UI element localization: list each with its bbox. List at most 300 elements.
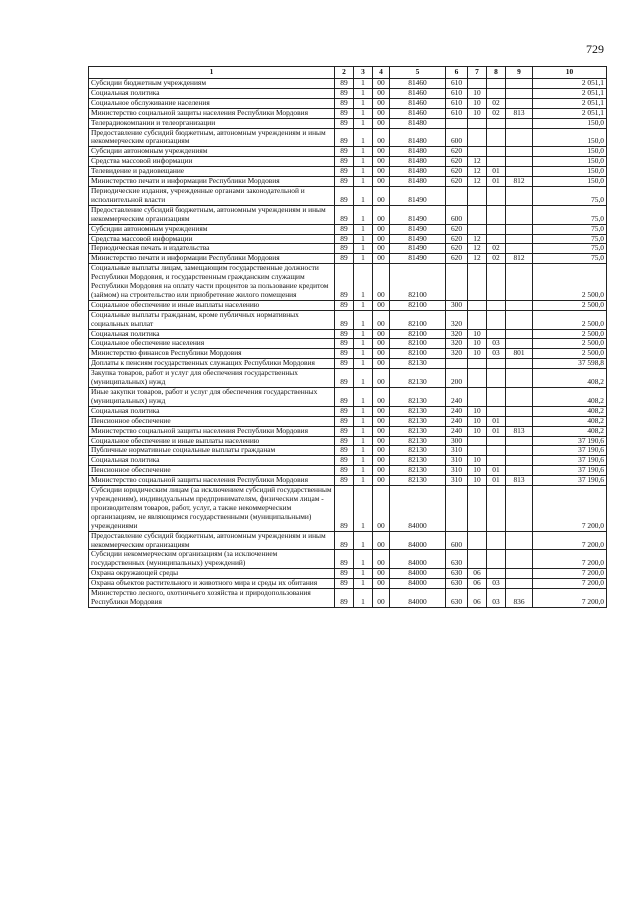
code-cell: 630 xyxy=(446,589,468,608)
code-cell: 620 xyxy=(446,177,468,187)
code-cell: 812 xyxy=(506,177,533,187)
code-cell xyxy=(487,436,506,446)
code-cell: 1 xyxy=(354,264,373,301)
code-cell: 81480 xyxy=(390,177,446,187)
code-cell: 10 xyxy=(468,339,487,349)
code-cell: 81490 xyxy=(390,254,446,264)
code-cell: 81490 xyxy=(390,224,446,234)
code-cell: 00 xyxy=(373,98,390,108)
table-row xyxy=(89,339,607,349)
row-name-cell: Субсидии юридическим лицам (за исключением субсидий государственным учреждениям), индивидуальным предпринимателям, физическим лицам - производителям товаров, работ, услуг, а также некоммерческим организациям, не являющимся государственными (муниципальными) учреждениями xyxy=(89,486,335,532)
code-cell: 310 xyxy=(446,466,468,476)
code-cell xyxy=(468,550,487,569)
code-cell: 1 xyxy=(354,147,373,157)
table-row xyxy=(89,118,607,128)
code-cell: 89 xyxy=(335,147,354,157)
code-cell: 00 xyxy=(373,300,390,310)
code-cell: 00 xyxy=(373,157,390,167)
code-cell: 10 xyxy=(468,406,487,416)
amount-cell: 2 500,0 xyxy=(533,339,607,349)
code-cell: 82100 xyxy=(390,264,446,301)
amount-cell: 75,0 xyxy=(533,234,607,244)
row-name-cell: Социальное обеспечение населения xyxy=(89,339,335,349)
code-cell xyxy=(446,486,468,532)
code-cell: 620 xyxy=(446,244,468,254)
code-cell: 82130 xyxy=(390,476,446,486)
code-cell: 1 xyxy=(354,446,373,456)
code-cell: 00 xyxy=(373,569,390,579)
row-name-cell: Субсидии бюджетным учреждениям xyxy=(89,79,335,89)
code-cell: 1 xyxy=(354,466,373,476)
code-cell: 00 xyxy=(373,359,390,369)
code-cell xyxy=(506,369,533,388)
code-cell: 89 xyxy=(335,416,354,426)
table-row xyxy=(89,310,607,329)
table-row xyxy=(89,224,607,234)
code-cell xyxy=(446,118,468,128)
code-cell: 82130 xyxy=(390,456,446,466)
amount-cell: 7 200,0 xyxy=(533,550,607,569)
code-cell: 10 xyxy=(468,108,487,118)
code-cell: 12 xyxy=(468,167,487,177)
code-cell: 03 xyxy=(487,589,506,608)
code-cell: 81490 xyxy=(390,186,446,205)
code-cell: 00 xyxy=(373,254,390,264)
table-row xyxy=(89,205,607,224)
code-cell: 1 xyxy=(354,416,373,426)
row-name-cell: Иные закупки товаров, работ и услуг для обеспечения государственных (муниципальных) нужд xyxy=(89,388,335,407)
code-cell: 836 xyxy=(506,589,533,608)
code-cell: 82130 xyxy=(390,369,446,388)
code-cell xyxy=(468,186,487,205)
code-cell: 1 xyxy=(354,579,373,589)
code-cell xyxy=(506,128,533,147)
code-cell: 1 xyxy=(354,244,373,254)
code-cell: 10 xyxy=(468,329,487,339)
column-header-8: 8 xyxy=(487,67,506,79)
code-cell: 89 xyxy=(335,329,354,339)
amount-cell: 408,2 xyxy=(533,406,607,416)
code-cell: 81490 xyxy=(390,244,446,254)
code-cell: 89 xyxy=(335,234,354,244)
code-cell: 600 xyxy=(446,128,468,147)
amount-cell: 2 051,1 xyxy=(533,79,607,89)
code-cell: 06 xyxy=(468,579,487,589)
code-cell: 00 xyxy=(373,264,390,301)
code-cell xyxy=(487,88,506,98)
code-cell: 620 xyxy=(446,224,468,234)
code-cell: 89 xyxy=(335,456,354,466)
table-row xyxy=(89,329,607,339)
code-cell xyxy=(506,329,533,339)
code-cell: 89 xyxy=(335,349,354,359)
amount-cell: 408,2 xyxy=(533,369,607,388)
row-name-cell: Субсидии автономным учреждениям xyxy=(89,224,335,234)
table-row xyxy=(89,569,607,579)
code-cell: 1 xyxy=(354,234,373,244)
table-row xyxy=(89,244,607,254)
code-cell: 00 xyxy=(373,108,390,118)
code-cell xyxy=(487,205,506,224)
row-name-cell: Министерство финансов Республики Мордовия xyxy=(89,349,335,359)
code-cell: 81480 xyxy=(390,157,446,167)
row-name-cell: Министерство социальной защиты населения Республики Мордовия xyxy=(89,476,335,486)
code-cell: 00 xyxy=(373,456,390,466)
code-cell xyxy=(487,128,506,147)
code-cell: 1 xyxy=(354,108,373,118)
row-name-cell: Периодическая печать и издательства xyxy=(89,244,335,254)
code-cell xyxy=(506,186,533,205)
code-cell xyxy=(506,531,533,550)
code-cell xyxy=(468,388,487,407)
row-name-cell: Субсидии автономным учреждениям xyxy=(89,147,335,157)
code-cell: 12 xyxy=(468,254,487,264)
row-name-cell: Охрана объектов растительного и животного мира и среды их обитания xyxy=(89,579,335,589)
code-cell: 1 xyxy=(354,359,373,369)
code-cell: 00 xyxy=(373,426,390,436)
code-cell xyxy=(468,205,487,224)
code-cell: 1 xyxy=(354,329,373,339)
row-name-cell: Министерство лесного, охотничьего хозяйства и природопользования Республики Мордовия xyxy=(89,589,335,608)
code-cell: 89 xyxy=(335,128,354,147)
code-cell xyxy=(506,157,533,167)
table-row xyxy=(89,550,607,569)
column-header-4: 4 xyxy=(373,67,390,79)
code-cell: 81480 xyxy=(390,167,446,177)
code-cell: 02 xyxy=(487,98,506,108)
amount-cell: 75,0 xyxy=(533,205,607,224)
code-cell xyxy=(487,388,506,407)
code-cell xyxy=(487,550,506,569)
column-header-7: 7 xyxy=(468,67,487,79)
code-cell: 02 xyxy=(487,244,506,254)
code-cell xyxy=(487,186,506,205)
code-cell xyxy=(506,264,533,301)
code-cell: 610 xyxy=(446,79,468,89)
table-row xyxy=(89,147,607,157)
code-cell xyxy=(487,234,506,244)
code-cell: 10 xyxy=(468,88,487,98)
code-cell: 01 xyxy=(487,476,506,486)
code-cell: 03 xyxy=(487,579,506,589)
code-cell: 00 xyxy=(373,310,390,329)
code-cell xyxy=(506,88,533,98)
code-cell: 630 xyxy=(446,550,468,569)
code-cell xyxy=(506,416,533,426)
code-cell: 89 xyxy=(335,579,354,589)
row-name-cell: Социальная политика xyxy=(89,88,335,98)
amount-cell: 150,0 xyxy=(533,118,607,128)
code-cell: 813 xyxy=(506,476,533,486)
code-cell: 320 xyxy=(446,310,468,329)
code-cell xyxy=(506,436,533,446)
code-cell: 1 xyxy=(354,177,373,187)
code-cell: 620 xyxy=(446,254,468,264)
code-cell: 89 xyxy=(335,224,354,234)
code-cell: 00 xyxy=(373,88,390,98)
code-cell xyxy=(487,406,506,416)
code-cell: 320 xyxy=(446,339,468,349)
code-cell: 00 xyxy=(373,388,390,407)
table-row xyxy=(89,177,607,187)
row-name-cell: Социальная политика xyxy=(89,406,335,416)
code-cell: 240 xyxy=(446,406,468,416)
column-header-9: 9 xyxy=(506,67,533,79)
code-cell: 310 xyxy=(446,446,468,456)
code-cell: 00 xyxy=(373,446,390,456)
amount-cell: 408,2 xyxy=(533,416,607,426)
code-cell xyxy=(487,446,506,456)
column-header-1: 1 xyxy=(89,67,335,79)
code-cell xyxy=(506,486,533,532)
header-row xyxy=(89,67,607,79)
table-row xyxy=(89,264,607,301)
code-cell: 82130 xyxy=(390,426,446,436)
table-row xyxy=(89,186,607,205)
table-row xyxy=(89,349,607,359)
code-cell xyxy=(468,79,487,89)
code-cell: 89 xyxy=(335,426,354,436)
code-cell xyxy=(487,300,506,310)
code-cell: 89 xyxy=(335,264,354,301)
code-cell: 84000 xyxy=(390,550,446,569)
code-cell xyxy=(487,224,506,234)
amount-cell: 2 500,0 xyxy=(533,264,607,301)
code-cell: 89 xyxy=(335,359,354,369)
amount-cell: 2 051,1 xyxy=(533,98,607,108)
row-name-cell: Охрана окружающей среды xyxy=(89,569,335,579)
code-cell: 89 xyxy=(335,406,354,416)
code-cell: 1 xyxy=(354,128,373,147)
code-cell: 620 xyxy=(446,147,468,157)
table-row xyxy=(89,466,607,476)
code-cell: 84000 xyxy=(390,589,446,608)
code-cell: 1 xyxy=(354,426,373,436)
amount-cell: 75,0 xyxy=(533,254,607,264)
code-cell: 89 xyxy=(335,476,354,486)
code-cell: 06 xyxy=(468,589,487,608)
code-cell xyxy=(468,531,487,550)
code-cell xyxy=(468,486,487,532)
code-cell xyxy=(487,264,506,301)
code-cell: 82100 xyxy=(390,329,446,339)
code-cell xyxy=(468,359,487,369)
table-row xyxy=(89,426,607,436)
table-row xyxy=(89,436,607,446)
row-name-cell: Доплаты к пенсиям государственных служащих Республики Мордовия xyxy=(89,359,335,369)
code-cell: 00 xyxy=(373,466,390,476)
code-cell xyxy=(506,406,533,416)
table-row xyxy=(89,359,607,369)
row-name-cell: Предоставление субсидий бюджетным, автономным учреждениям и иным некоммерческим организациям xyxy=(89,531,335,550)
code-cell xyxy=(468,310,487,329)
code-cell: 01 xyxy=(487,167,506,177)
code-cell: 01 xyxy=(487,416,506,426)
code-cell: 82130 xyxy=(390,466,446,476)
amount-cell: 37 190,6 xyxy=(533,436,607,446)
code-cell xyxy=(487,157,506,167)
code-cell: 630 xyxy=(446,579,468,589)
code-cell: 00 xyxy=(373,406,390,416)
table-row xyxy=(89,88,607,98)
code-cell: 00 xyxy=(373,476,390,486)
code-cell: 1 xyxy=(354,436,373,446)
code-cell: 00 xyxy=(373,486,390,532)
amount-cell: 150,0 xyxy=(533,147,607,157)
code-cell: 1 xyxy=(354,167,373,177)
row-name-cell: Телерадиокомпании и телеорганизации xyxy=(89,118,335,128)
code-cell: 1 xyxy=(354,186,373,205)
code-cell: 84000 xyxy=(390,486,446,532)
code-cell: 89 xyxy=(335,531,354,550)
code-cell: 89 xyxy=(335,244,354,254)
row-name-cell: Пенсионное обеспечение xyxy=(89,416,335,426)
code-cell: 1 xyxy=(354,550,373,569)
table-row xyxy=(89,486,607,532)
code-cell: 10 xyxy=(468,476,487,486)
table-row xyxy=(89,98,607,108)
code-cell: 12 xyxy=(468,177,487,187)
amount-cell: 37 190,6 xyxy=(533,476,607,486)
code-cell: 00 xyxy=(373,589,390,608)
code-cell xyxy=(506,224,533,234)
amount-cell: 37 190,6 xyxy=(533,446,607,456)
code-cell: 84000 xyxy=(390,579,446,589)
code-cell: 89 xyxy=(335,205,354,224)
amount-cell: 75,0 xyxy=(533,224,607,234)
code-cell: 06 xyxy=(468,569,487,579)
code-cell: 1 xyxy=(354,349,373,359)
amount-cell: 150,0 xyxy=(533,128,607,147)
code-cell xyxy=(487,329,506,339)
row-name-cell: Социальные выплаты лицам, замещающим государственные должности Республики Мордовия, и государственным гражданским служащим Республики Мордовия на оплату части процентов за пользование кредитом (займом) на строительство или приобретение жилого помещения xyxy=(89,264,335,301)
code-cell: 1 xyxy=(354,406,373,416)
code-cell xyxy=(487,369,506,388)
amount-cell: 37 190,6 xyxy=(533,466,607,476)
code-cell xyxy=(487,569,506,579)
row-name-cell: Министерство социальной защиты населения Республики Мордовия xyxy=(89,426,335,436)
page-number: 729 xyxy=(586,42,604,56)
code-cell: 1 xyxy=(354,369,373,388)
table-row xyxy=(89,108,607,118)
amount-cell: 75,0 xyxy=(533,244,607,254)
table-header xyxy=(89,67,607,79)
code-cell: 00 xyxy=(373,205,390,224)
code-cell: 89 xyxy=(335,79,354,89)
code-cell xyxy=(487,310,506,329)
code-cell: 620 xyxy=(446,157,468,167)
code-cell: 84000 xyxy=(390,531,446,550)
code-cell: 81460 xyxy=(390,108,446,118)
table-row xyxy=(89,456,607,466)
column-header-5: 5 xyxy=(390,67,446,79)
code-cell: 1 xyxy=(354,339,373,349)
code-cell: 89 xyxy=(335,436,354,446)
code-cell xyxy=(506,79,533,89)
code-cell: 10 xyxy=(468,426,487,436)
code-cell: 00 xyxy=(373,550,390,569)
row-name-cell: Средства массовой информации xyxy=(89,157,335,167)
code-cell xyxy=(487,456,506,466)
amount-cell: 150,0 xyxy=(533,177,607,187)
amount-cell: 7 200,0 xyxy=(533,579,607,589)
row-name-cell: Социальное обеспечение и иные выплаты населению xyxy=(89,300,335,310)
code-cell: 310 xyxy=(446,476,468,486)
code-cell xyxy=(506,456,533,466)
code-cell: 1 xyxy=(354,486,373,532)
code-cell: 00 xyxy=(373,186,390,205)
code-cell xyxy=(506,234,533,244)
table-row xyxy=(89,416,607,426)
code-cell: 801 xyxy=(506,349,533,359)
code-cell: 82130 xyxy=(390,436,446,446)
amount-cell: 2 051,1 xyxy=(533,88,607,98)
amount-cell: 7 200,0 xyxy=(533,589,607,608)
table-row xyxy=(89,157,607,167)
code-cell: 00 xyxy=(373,349,390,359)
code-cell: 89 xyxy=(335,186,354,205)
code-cell: 1 xyxy=(354,310,373,329)
code-cell xyxy=(446,264,468,301)
row-name-cell: Периодические издания, учрежденные органами законодательной и исполнительной власти xyxy=(89,186,335,205)
amount-cell: 37 190,6 xyxy=(533,456,607,466)
code-cell xyxy=(506,98,533,108)
table-row xyxy=(89,476,607,486)
code-cell: 89 xyxy=(335,550,354,569)
code-cell: 00 xyxy=(373,177,390,187)
code-cell: 02 xyxy=(487,108,506,118)
budget-table xyxy=(88,66,607,608)
code-cell: 1 xyxy=(354,224,373,234)
code-cell: 00 xyxy=(373,147,390,157)
code-cell: 81460 xyxy=(390,79,446,89)
code-cell xyxy=(468,224,487,234)
code-cell xyxy=(487,486,506,532)
code-cell xyxy=(468,436,487,446)
code-cell xyxy=(506,244,533,254)
code-cell: 89 xyxy=(335,108,354,118)
code-cell: 10 xyxy=(468,456,487,466)
code-cell xyxy=(468,369,487,388)
code-cell: 89 xyxy=(335,446,354,456)
code-cell: 82100 xyxy=(390,300,446,310)
code-cell: 00 xyxy=(373,244,390,254)
column-header-6: 6 xyxy=(446,67,468,79)
code-cell xyxy=(506,310,533,329)
code-cell: 10 xyxy=(468,466,487,476)
code-cell: 1 xyxy=(354,118,373,128)
row-name-cell: Субсидии некоммерческим организациям (за исключением государственных (муниципальных) учреждений) xyxy=(89,550,335,569)
table-body xyxy=(89,79,607,608)
code-cell: 630 xyxy=(446,569,468,579)
amount-cell: 2 051,1 xyxy=(533,108,607,118)
code-cell: 02 xyxy=(487,254,506,264)
code-cell xyxy=(506,569,533,579)
amount-cell: 75,0 xyxy=(533,186,607,205)
code-cell: 1 xyxy=(354,254,373,264)
code-cell: 82130 xyxy=(390,388,446,407)
row-name-cell: Министерство печати и информации Республики Мордовия xyxy=(89,177,335,187)
code-cell: 813 xyxy=(506,108,533,118)
code-cell xyxy=(506,205,533,224)
code-cell: 82130 xyxy=(390,359,446,369)
code-cell: 81460 xyxy=(390,88,446,98)
code-cell: 00 xyxy=(373,436,390,446)
code-cell: 1 xyxy=(354,300,373,310)
code-cell: 03 xyxy=(487,349,506,359)
code-cell: 1 xyxy=(354,88,373,98)
table-row xyxy=(89,446,607,456)
